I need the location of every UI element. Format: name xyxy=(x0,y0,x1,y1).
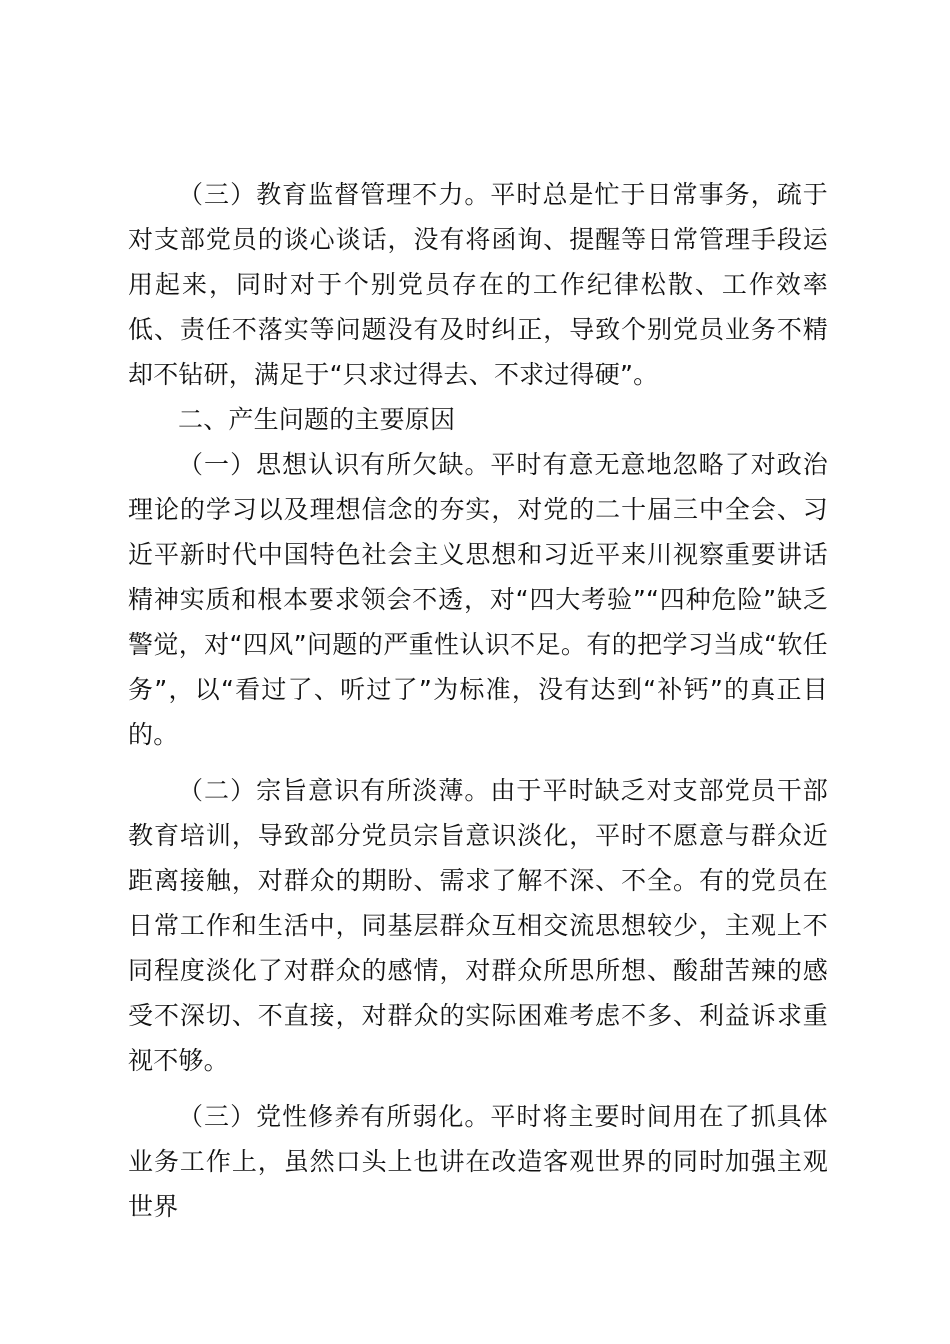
paragraph-purpose-awareness: （二）宗旨意识有所淡薄。由于平时缺乏对支部党员干部教育培训，导致部分党员宗旨意识淡化，平时不愿意与群众近距离接触，对群众的期盼、需求了解不深、不全。有的党员在日常工作和生活中，同基层群众互相交流思想较少，主观上不同程度淡化了对群众的感情，对群众所思所想、酸甜苦辣的感受不深切、不直接，对群众的实际困难考虑不多、利益诉求重视不够。 xyxy=(128,776,828,1075)
document-body xyxy=(128,172,828,1229)
paragraph-ideological-awareness: （一）思想认识有所欠缺。平时有意无意地忽略了对政治理论的学习以及理想信念的夯实，对党的二十届三中全会、习近平新时代中国特色社会主义思想和习近平来川视察重要讲话精神实质和根本要求领会不透，对“四大考验”“四种危险”缺乏警觉，对“四风”问题的严重性认识不足。有的把学习当成“软任务”，以“看过了、听过了”为标准，没有达到“补钙”的真正目的。 xyxy=(128,450,828,749)
section-heading-main-causes: 二、产生问题的主要原因 xyxy=(178,405,456,434)
paragraph-education-supervision: （三）教育监督管理不力。平时总是忙于日常事务，疏于对支部党员的谈心谈话，没有将函询、提醒等日常管理手段运用起来，同时对于个别党员存在的工作纪律松散、工作效率低、责任不落实等问题没有及时纠正，导致个别党员业务不精却不钻研，满足于“只求过得去、不求过得硬”。 xyxy=(128,180,828,389)
paragraph-party-spirit: （三）党性修养有所弱化。平时将主要时间用在了抓具体业务工作上，虽然口头上也讲在改造客观世界的同时加强主观世界 xyxy=(128,1102,828,1221)
